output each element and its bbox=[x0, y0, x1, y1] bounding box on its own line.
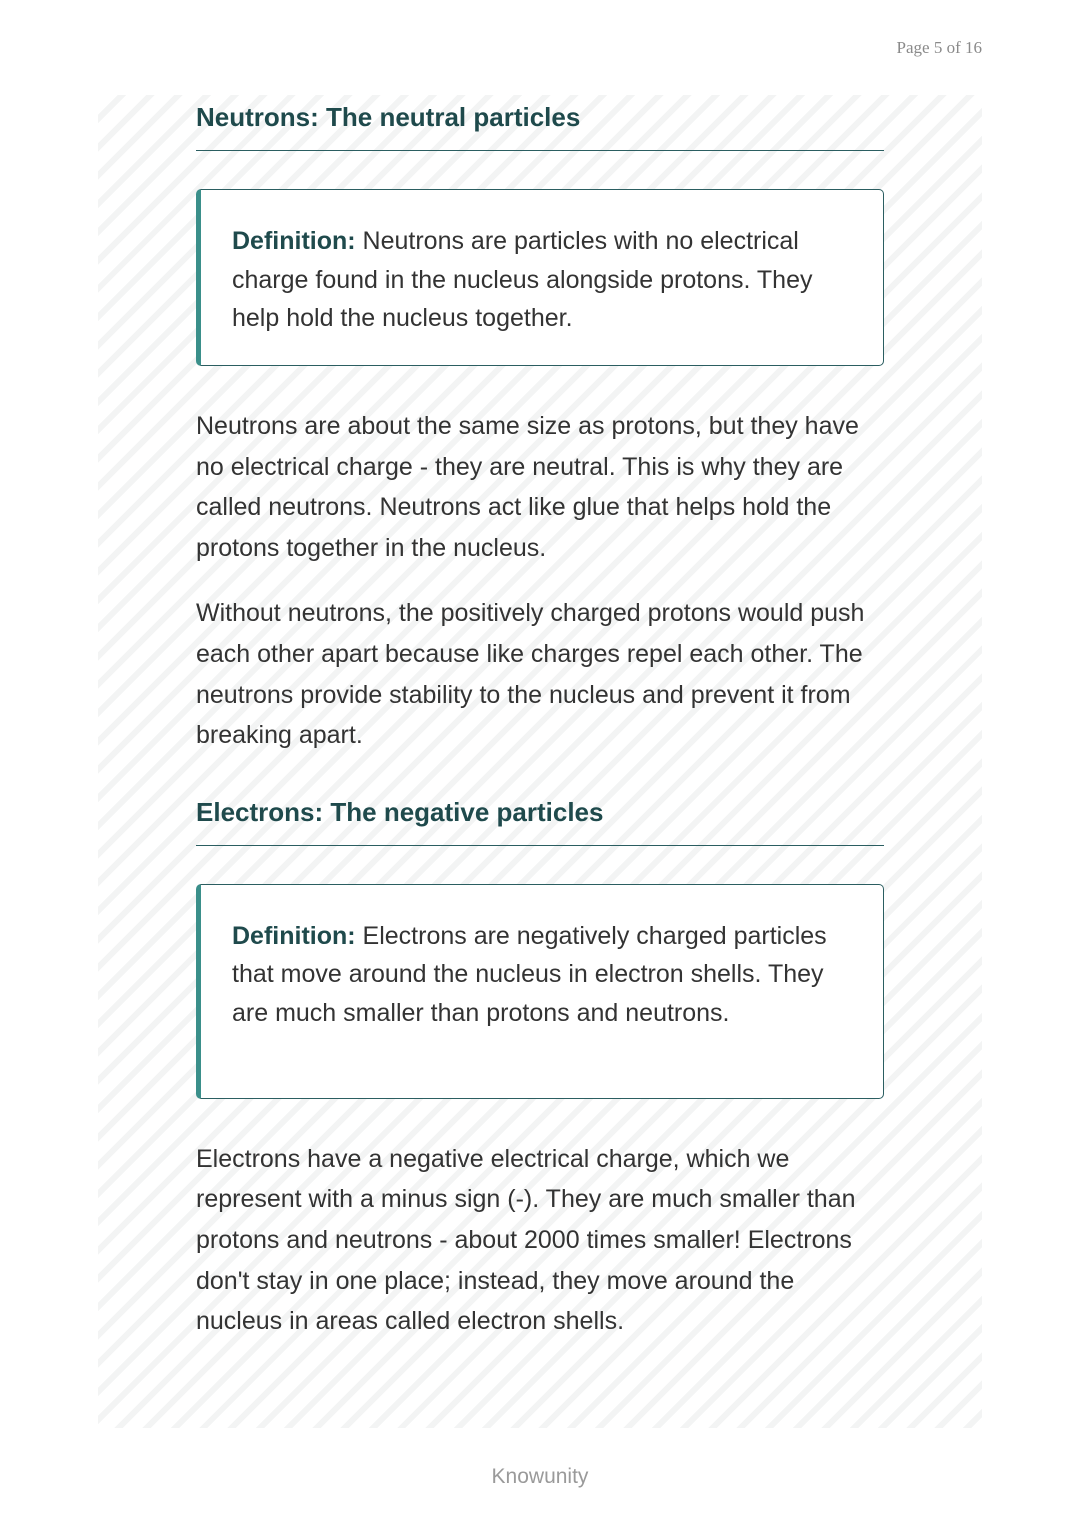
page-number: Page 5 of 16 bbox=[896, 38, 982, 57]
definition-box-neutrons bbox=[196, 189, 884, 366]
section-heading-neutrons: Neutrons: The neutral particles bbox=[196, 98, 884, 151]
definition-text: Neutrons are particles with no electrical charge found in the nucleus alongside protons. They help hold the nucleus together. bbox=[232, 227, 813, 332]
definition-box-electrons bbox=[196, 884, 884, 1099]
footer-brand: Knowunity bbox=[491, 1465, 589, 1488]
definition-label: Definition: bbox=[232, 921, 356, 950]
definition-text: Electrons are negatively charged particles that move around the nucleus in electron shells. They are much smaller than protons and neutrons. bbox=[232, 921, 827, 1027]
page-content bbox=[196, 98, 884, 1342]
paragraph: Electrons have a negative electrical charge, which we represent with a minus sign (-). They are much smaller than protons and neutrons - about 2000 times smaller! Electrons don't stay in one place; instead, they move around the nucleus in areas called electron shells. bbox=[196, 1144, 856, 1336]
paragraph: Without neutrons, the positively charged protons would push each other apart because like charges repel each other. The neutrons provide stability to the nucleus and prevent it from breaking apart. bbox=[196, 599, 865, 750]
definition-label: Definition: bbox=[232, 227, 356, 255]
paragraph: Neutrons are about the same size as protons, but they have no electrical charge - they are neutral. This is why they are called neutrons. Neutrons act like glue that helps hold the protons together in the nucleus. bbox=[196, 412, 859, 562]
section-heading-electrons: Electrons: The negative particles bbox=[196, 793, 884, 846]
